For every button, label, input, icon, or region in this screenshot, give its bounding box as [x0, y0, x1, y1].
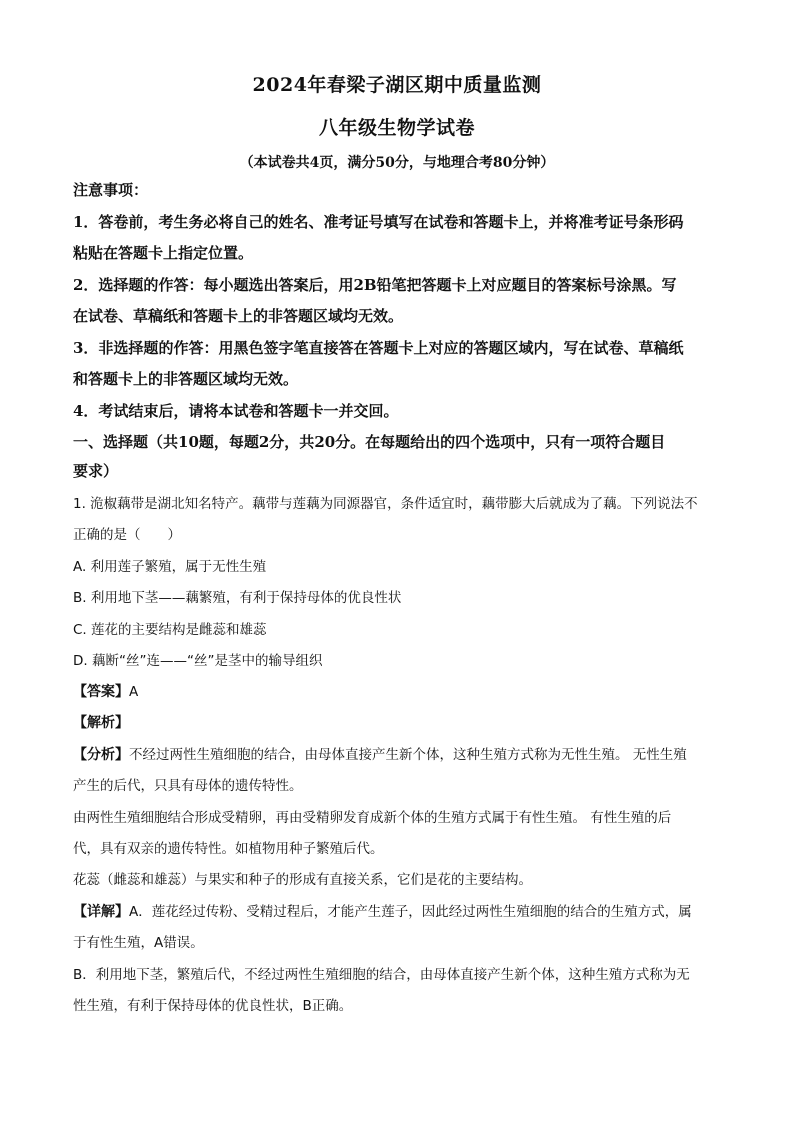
- xiangjie-line: [73, 902, 733, 922]
- notice-line: 1．答卷前，考生务必将自己的姓名、准考证号填写在试卷和答题卡上，并将准考证号条形码: [73, 213, 684, 231]
- fenxi-text: 由两性生殖细胞结合形成受精卵，再由受精卵发育成新个体的生殖方式属于有性生殖。 有性生殖的后: [73, 810, 672, 826]
- exam-title: 2024年春梁子湖区期中质量监测: [252, 74, 542, 96]
- section-heading: 要求）: [73, 462, 119, 480]
- option-c: C. 莲花的主要结构是雌蕊和雄蕊: [73, 622, 267, 638]
- analysis-label: 【解析】: [73, 715, 129, 731]
- notice-heading: 注意事项：: [73, 181, 149, 199]
- answer-label: 【答案】: [73, 684, 129, 700]
- notice-line: 粘贴在答题卡上指定位置。: [73, 244, 254, 262]
- exam-subject: 八年级生物学试卷: [318, 117, 475, 139]
- answer-line: [73, 682, 733, 702]
- fenxi-line: [73, 745, 733, 765]
- option-b: B. 利用地下茎——藕繁殖，有利于保持母体的优良性状: [73, 590, 402, 606]
- xiangjie-text: B．利用地下茎，繁殖后代，不经过两性生殖细胞的结合，由母体直接产生新个体，这种生殖方式称为无: [73, 967, 690, 983]
- fenxi-text: 花蕊（雌蕊和雄蕊）与果实和种子的形成有直接关系，它们是花的主要结构。: [73, 872, 532, 888]
- exam-note: （本试卷共4页，满分50分，与地理合考80分钟）: [239, 155, 555, 171]
- question-stem: 1. 洈椒藕带是湖北知名特产。藕带与莲藕为同源器官，条件适宜时，藕带膨大后就成为了藕。下列说法不: [73, 496, 698, 512]
- option-a: A. 利用莲子繁殖，属于无性生殖: [73, 559, 267, 575]
- xiangjie-text: A．莲花经过传粉、受精过程后，才能产生莲子，因此经过两性生殖细胞的结合的生殖方式，属: [129, 904, 692, 920]
- fenxi-text: 产生的后代，只具有母体的遗传特性。: [73, 778, 303, 794]
- notice-line: 2．选择题的作答：每小题选出答案后，用2B铅笔把答题卡上对应题目的答案标号涂黑。写: [73, 276, 677, 294]
- option-d: D. 藕断“丝”连——“丝”是茎中的输导组织: [73, 653, 323, 669]
- notice-line: 3．非选择题的作答：用黑色签字笔直接答在答题卡上对应的答题区域内，写在试卷、草稿纸: [73, 339, 684, 357]
- fenxi-label: 【分析】: [73, 747, 129, 763]
- notice-line: 在试卷、草稿纸和答题卡上的非答题区域均无效。: [73, 307, 404, 325]
- answer-value: A: [129, 684, 139, 700]
- notice-line: 4．考试结束后，请将本试卷和答题卡一并交回。: [73, 402, 399, 420]
- xiangjie-text: 性生殖，有利于保持母体的优良性状，B正确。: [73, 998, 353, 1014]
- xiangjie-label: 【详解】: [73, 904, 129, 920]
- section-heading: 一、选择题（共10题，每题2分，共20分。在每题给出的四个选项中，只有一项符合题目: [73, 433, 666, 451]
- fenxi-text: 不经过两性生殖细胞的结合，由母体直接产生新个体，这种生殖方式称为无性生殖。 无性生殖: [129, 747, 687, 763]
- xiangjie-text: 于有性生殖，A错误。: [73, 935, 204, 951]
- question-stem: 正确的是（ ）: [73, 527, 181, 543]
- notice-line: 和答题卡上的非答题区域均无效。: [73, 370, 299, 388]
- fenxi-text: 代，具有双亲的遗传特性。如植物用种子繁殖后代。: [73, 841, 384, 857]
